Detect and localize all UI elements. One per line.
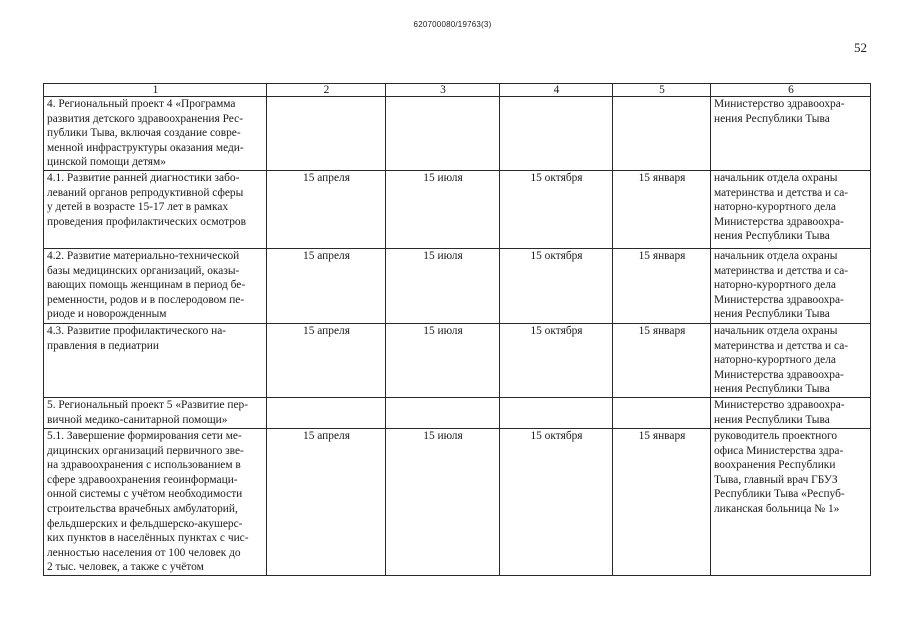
column-header: 6 <box>711 84 871 97</box>
deadline-cell-q1 <box>267 97 386 171</box>
table-header-row <box>44 84 871 97</box>
deadline-text: 15 октября <box>530 324 583 337</box>
deadline-cell-q2 <box>386 323 500 397</box>
deadline-cell-q1 <box>267 428 386 575</box>
responsible-cell <box>711 248 871 323</box>
activity-cell <box>44 428 267 575</box>
deadline-cell-q3 <box>500 170 613 248</box>
table-row <box>44 323 871 397</box>
deadline-cell-q4 <box>613 170 711 248</box>
activity-text: 5. Региональный проект 5 «Развитие пер- вичной медико-санитарной помощи» <box>47 398 249 426</box>
responsible-text: Министерство здравоохра- нения Республики Тыва <box>714 398 845 426</box>
table-row <box>44 170 871 248</box>
deadline-text: 15 апреля <box>303 429 350 442</box>
deadline-text: 15 октября <box>530 249 583 262</box>
responsible-cell <box>711 323 871 397</box>
deadline-text: 15 апреля <box>303 171 350 184</box>
deadline-cell-q3 <box>500 428 613 575</box>
deadline-cell-q2 <box>386 248 500 323</box>
table-row <box>44 97 871 171</box>
plan-table <box>43 83 871 576</box>
document-id: 620700080/19763(3) <box>413 20 492 29</box>
deadline-cell-q4 <box>613 97 711 171</box>
responsible-cell <box>711 397 871 428</box>
deadline-cell-q3 <box>500 97 613 171</box>
deadline-cell-q3 <box>500 248 613 323</box>
deadline-text: 15 июля <box>423 429 463 442</box>
responsible-cell <box>711 428 871 575</box>
activity-cell <box>44 323 267 397</box>
deadline-text: 15 октября <box>530 171 583 184</box>
activity-cell <box>44 397 267 428</box>
table-row <box>44 248 871 323</box>
column-header: 4 <box>500 84 613 97</box>
deadline-text: 15 апреля <box>303 249 350 262</box>
deadline-text: 15 апреля <box>303 324 350 337</box>
table-row <box>44 397 871 428</box>
deadline-cell-q1 <box>267 170 386 248</box>
deadline-text: 15 октября <box>530 429 583 442</box>
deadline-cell-q2 <box>386 97 500 171</box>
deadline-cell-q4 <box>613 323 711 397</box>
responsible-cell <box>711 170 871 248</box>
deadline-cell-q4 <box>613 248 711 323</box>
deadline-text: 15 января <box>638 429 686 442</box>
deadline-text: 15 января <box>638 249 686 262</box>
responsible-text: Министерство здравоохра- нения Республики Тыва <box>714 98 845 125</box>
responsible-text: начальник отдела охраны материнства и детства и са- наторно-курортного дела Министерства здравоохра- нения Республики Тыва <box>714 324 849 396</box>
activity-text: 4.1. Развитие ранней диагностики забо- леваний органов репродуктивной сферы у детей в возрасте 15-17 лет в рамках проведения профилактических осмотров <box>47 171 246 228</box>
deadline-cell-q1 <box>267 323 386 397</box>
table-row <box>44 428 871 575</box>
deadline-text: 15 июля <box>423 249 463 262</box>
activity-text: 4.3. Развитие профилактического на- правления в педиатрии <box>47 324 227 352</box>
responsible-cell <box>711 97 871 171</box>
deadline-cell-q2 <box>386 397 500 428</box>
deadline-cell-q1 <box>267 397 386 428</box>
activity-text: 4.2. Развитие материально-технической базы медицинских организаций, оказы- вающих помощь женщинам в период бе- ременности, родов и в послеродовом пе- риоде и новорожденным <box>47 249 246 321</box>
activity-cell <box>44 97 267 171</box>
deadline-text: 15 июля <box>423 171 463 184</box>
deadline-cell-q1 <box>267 248 386 323</box>
page-number: 52 <box>854 40 867 55</box>
deadline-cell-q2 <box>386 428 500 575</box>
deadline-cell-q2 <box>386 170 500 248</box>
activity-cell <box>44 170 267 248</box>
deadline-cell-q3 <box>500 397 613 428</box>
activity-text: 5.1. Завершение формирования сети ме- дицинских организаций первичного зве- на здравоохранения с использованием в сфере здравоохранения геоинформаци- онной системы с учётом необходимости строительства врачебных амбулаторий, фельдшерских и фельдшерско-акушерс- ких пунктов в населённых пунктах с чис- ленностью населения от 100 человек до 2 тыс. человек, а также с учётом <box>47 429 249 574</box>
deadline-cell-q3 <box>500 323 613 397</box>
column-header: 3 <box>386 84 500 97</box>
deadline-text: 15 января <box>638 171 686 184</box>
deadline-cell-q4 <box>613 428 711 575</box>
column-header: 5 <box>613 84 711 97</box>
deadline-text: 15 января <box>638 324 686 337</box>
responsible-text: руководитель проектного офиса Министерства здра- воохранения Республики Тыва, главный врач ГБУЗ Республики Тыва «Респуб- ликанская больница № 1» <box>714 429 845 515</box>
responsible-text: начальник отдела охраны материнства и детства и са- наторно-курортного дела Министерства здравоохра- нения Республики Тыва <box>714 171 849 243</box>
responsible-text: начальник отдела охраны материнства и детства и са- наторно-курортного дела Министерства здравоохра- нения Республики Тыва <box>714 249 849 321</box>
deadline-cell-q4 <box>613 397 711 428</box>
column-header: 1 <box>44 84 267 97</box>
activity-text: 4. Региональный проект 4 «Программа развития детского здравоохранения Рес- публики Тыва, включая создание совре- менной инфраструктуры оказания меди- цинской помощи детям» <box>47 98 244 169</box>
deadline-text: 15 июля <box>423 324 463 337</box>
activity-cell <box>44 248 267 323</box>
column-header: 2 <box>267 84 386 97</box>
